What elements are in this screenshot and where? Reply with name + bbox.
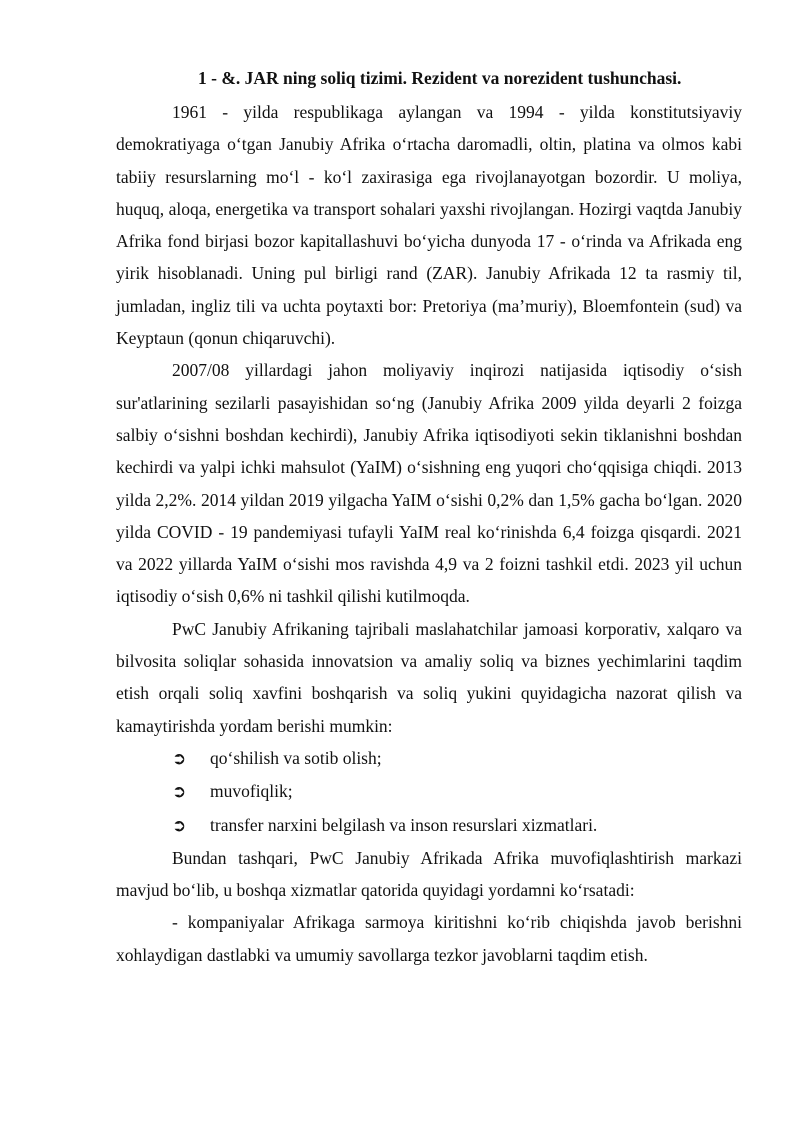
list-item <box>116 809 742 842</box>
services-list <box>116 742 742 842</box>
paragraph-dash-item: - kompaniyalar Afrikaga sarmoya kiritishni koʻrib chiqishda javob berishni xohlaydigan dastlabki va umumiy savollarga tezkor javoblarni taqdim etish. <box>116 912 742 965</box>
list-item <box>116 775 742 808</box>
paragraph-pwc-services: PwC Janubiy Afrikaning tajribali maslahatchilar jamoasi korporativ, xalqaro va bilvosita soliqlar sohasida innovatsion va amaliy soliq va biznes yechimlarini taqdim etish orqali soliq xavfini boshqarish va soliq yukini quyidagicha nazorat qilish va kamaytirishda yordam berishi mumkin: <box>116 618 742 736</box>
paragraph-economy: 2007/08 yillardagi jahon moliyaviy inqirozi natijasida iqtisodiy oʻsish sur'atlarining sezilarli pasayishidan soʻng (Janubiy Afrika 2009 yilda deyarli 2 foizga salbiy oʻsishni boshdan kechirdi), Janubiy Afrika iqtisodiyoti sekin tiklanishni boshdan kechirdi va yalpi ichki mahsulot (YaIM) oʻsishning eng yuqori choʻqqisiga chiqdi. 2013 yilda 2,2%. 2014 yildan 2019 yilgacha YaIM oʻsishi 0,2% dan 1,5% gacha boʻlgan. 2020 yilda COVID - 19 pandemiyasi tufayli YaIM real koʻrinishda 6,4 foizga qisqardi. 2021 va 2022 yillarda YaIM oʻsishi mos ravishda 4,9 va 2 foizni tashkil etdi. 2023 yil uchun iqtisodiy oʻsish 0,6% ni tashkil qilishi kutilmoqda. <box>116 360 742 607</box>
arrow-right-icon: ➲ <box>172 815 187 836</box>
document-page <box>116 62 742 971</box>
list-item-text: transfer narxini belgilash va inson resurslari xizmatlari. <box>210 814 598 835</box>
section-heading: 1 - &. JAR ning soliq tizimi. Rezident va norezident tushunchasi. <box>198 68 682 88</box>
paragraph-coordination-center: Bundan tashqari, PwC Janubiy Afrikada Afrika muvofiqlashtirish markazi mavjud boʻlib, u boshqa xizmatlar qatorida quyidagi yordamni koʻrsatadi: <box>116 847 742 901</box>
list-item-text: qoʻshilish va sotib olish; <box>210 747 382 768</box>
paragraph-history: 1961 - yilda respublikaga aylangan va 1994 - yilda konstitutsiyaviy demokratiyaga oʻtgan Janubiy Afrika oʻrtacha daromadli, oltin, platina va olmos kabi tabiiy resurslarning moʻl - koʻl zaxirasiga ega rivojlanayotgan bozordir. U moliya, huquq, aloqa, energetika va transport sohalari yaxshi rivojlangan. Hozirgi vaqtda Janubiy Afrika fond birjasi bozor kapitallashuvi boʻyicha dunyoda 17 - oʻrinda va Afrikada eng yirik hisoblanadi. Uning pul birligi rand (ZAR). Janubiy Afrikada 12 ta rasmiy til, jumladan, ingliz tili va uchta poytaxti bor: Pretoriya (ma’muriy), Bloemfontein (sud) va Keyptaun (qonun chiqaruvchi). <box>116 102 742 349</box>
list-item <box>116 742 742 775</box>
list-item-text: muvofiqlik; <box>210 781 293 802</box>
arrow-right-icon: ➲ <box>172 782 187 803</box>
arrow-right-icon: ➲ <box>172 748 187 769</box>
